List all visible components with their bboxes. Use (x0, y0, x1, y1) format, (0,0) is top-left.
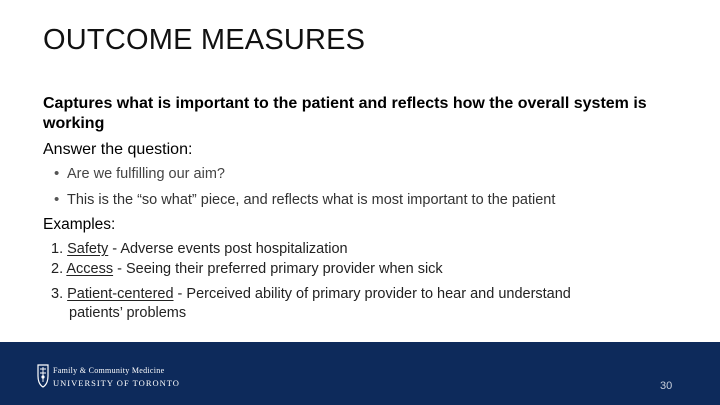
example-number: 3. (51, 286, 64, 302)
example-number: 1. (51, 241, 64, 257)
example-description: - Perceived ability of primary provider to hear and understand (173, 286, 571, 302)
bullet-item (54, 191, 555, 208)
example-item (51, 285, 671, 323)
bullet-text: This is the “so what” piece, and reflects what is most important to the patient (67, 192, 556, 208)
examples-label: Examples: (43, 216, 116, 233)
example-term: Patient-centered (67, 286, 174, 302)
question-label: Answer the question: (43, 141, 193, 158)
slide-subtitle: Captures what is important to the patient and reflects how the overall system is working (43, 95, 647, 132)
bullet-dot-icon: • (54, 165, 60, 182)
logo-university-text: UNIVERSITY OF TORONTO (53, 378, 180, 388)
university-crest-icon (36, 362, 50, 390)
example-term: Access (66, 261, 114, 277)
example-description-continued: patients’ problems (69, 305, 187, 321)
example-item (51, 240, 348, 259)
example-description: - Adverse events post hospitalization (108, 241, 348, 257)
example-description: - Seeing their preferred primary provider when sick (113, 261, 443, 277)
slide-title: OUTCOME MEASURES (43, 24, 366, 56)
example-term: Safety (67, 241, 109, 257)
bullet-text: Are we fulfilling our aim? (67, 166, 225, 182)
page-number: 30 (660, 380, 673, 392)
bullet-dot-icon: • (54, 191, 60, 208)
bullet-item (54, 165, 225, 182)
example-number: 2. (51, 261, 64, 277)
logo-department-text: Family & Community Medicine (53, 366, 165, 375)
example-item (51, 260, 443, 279)
